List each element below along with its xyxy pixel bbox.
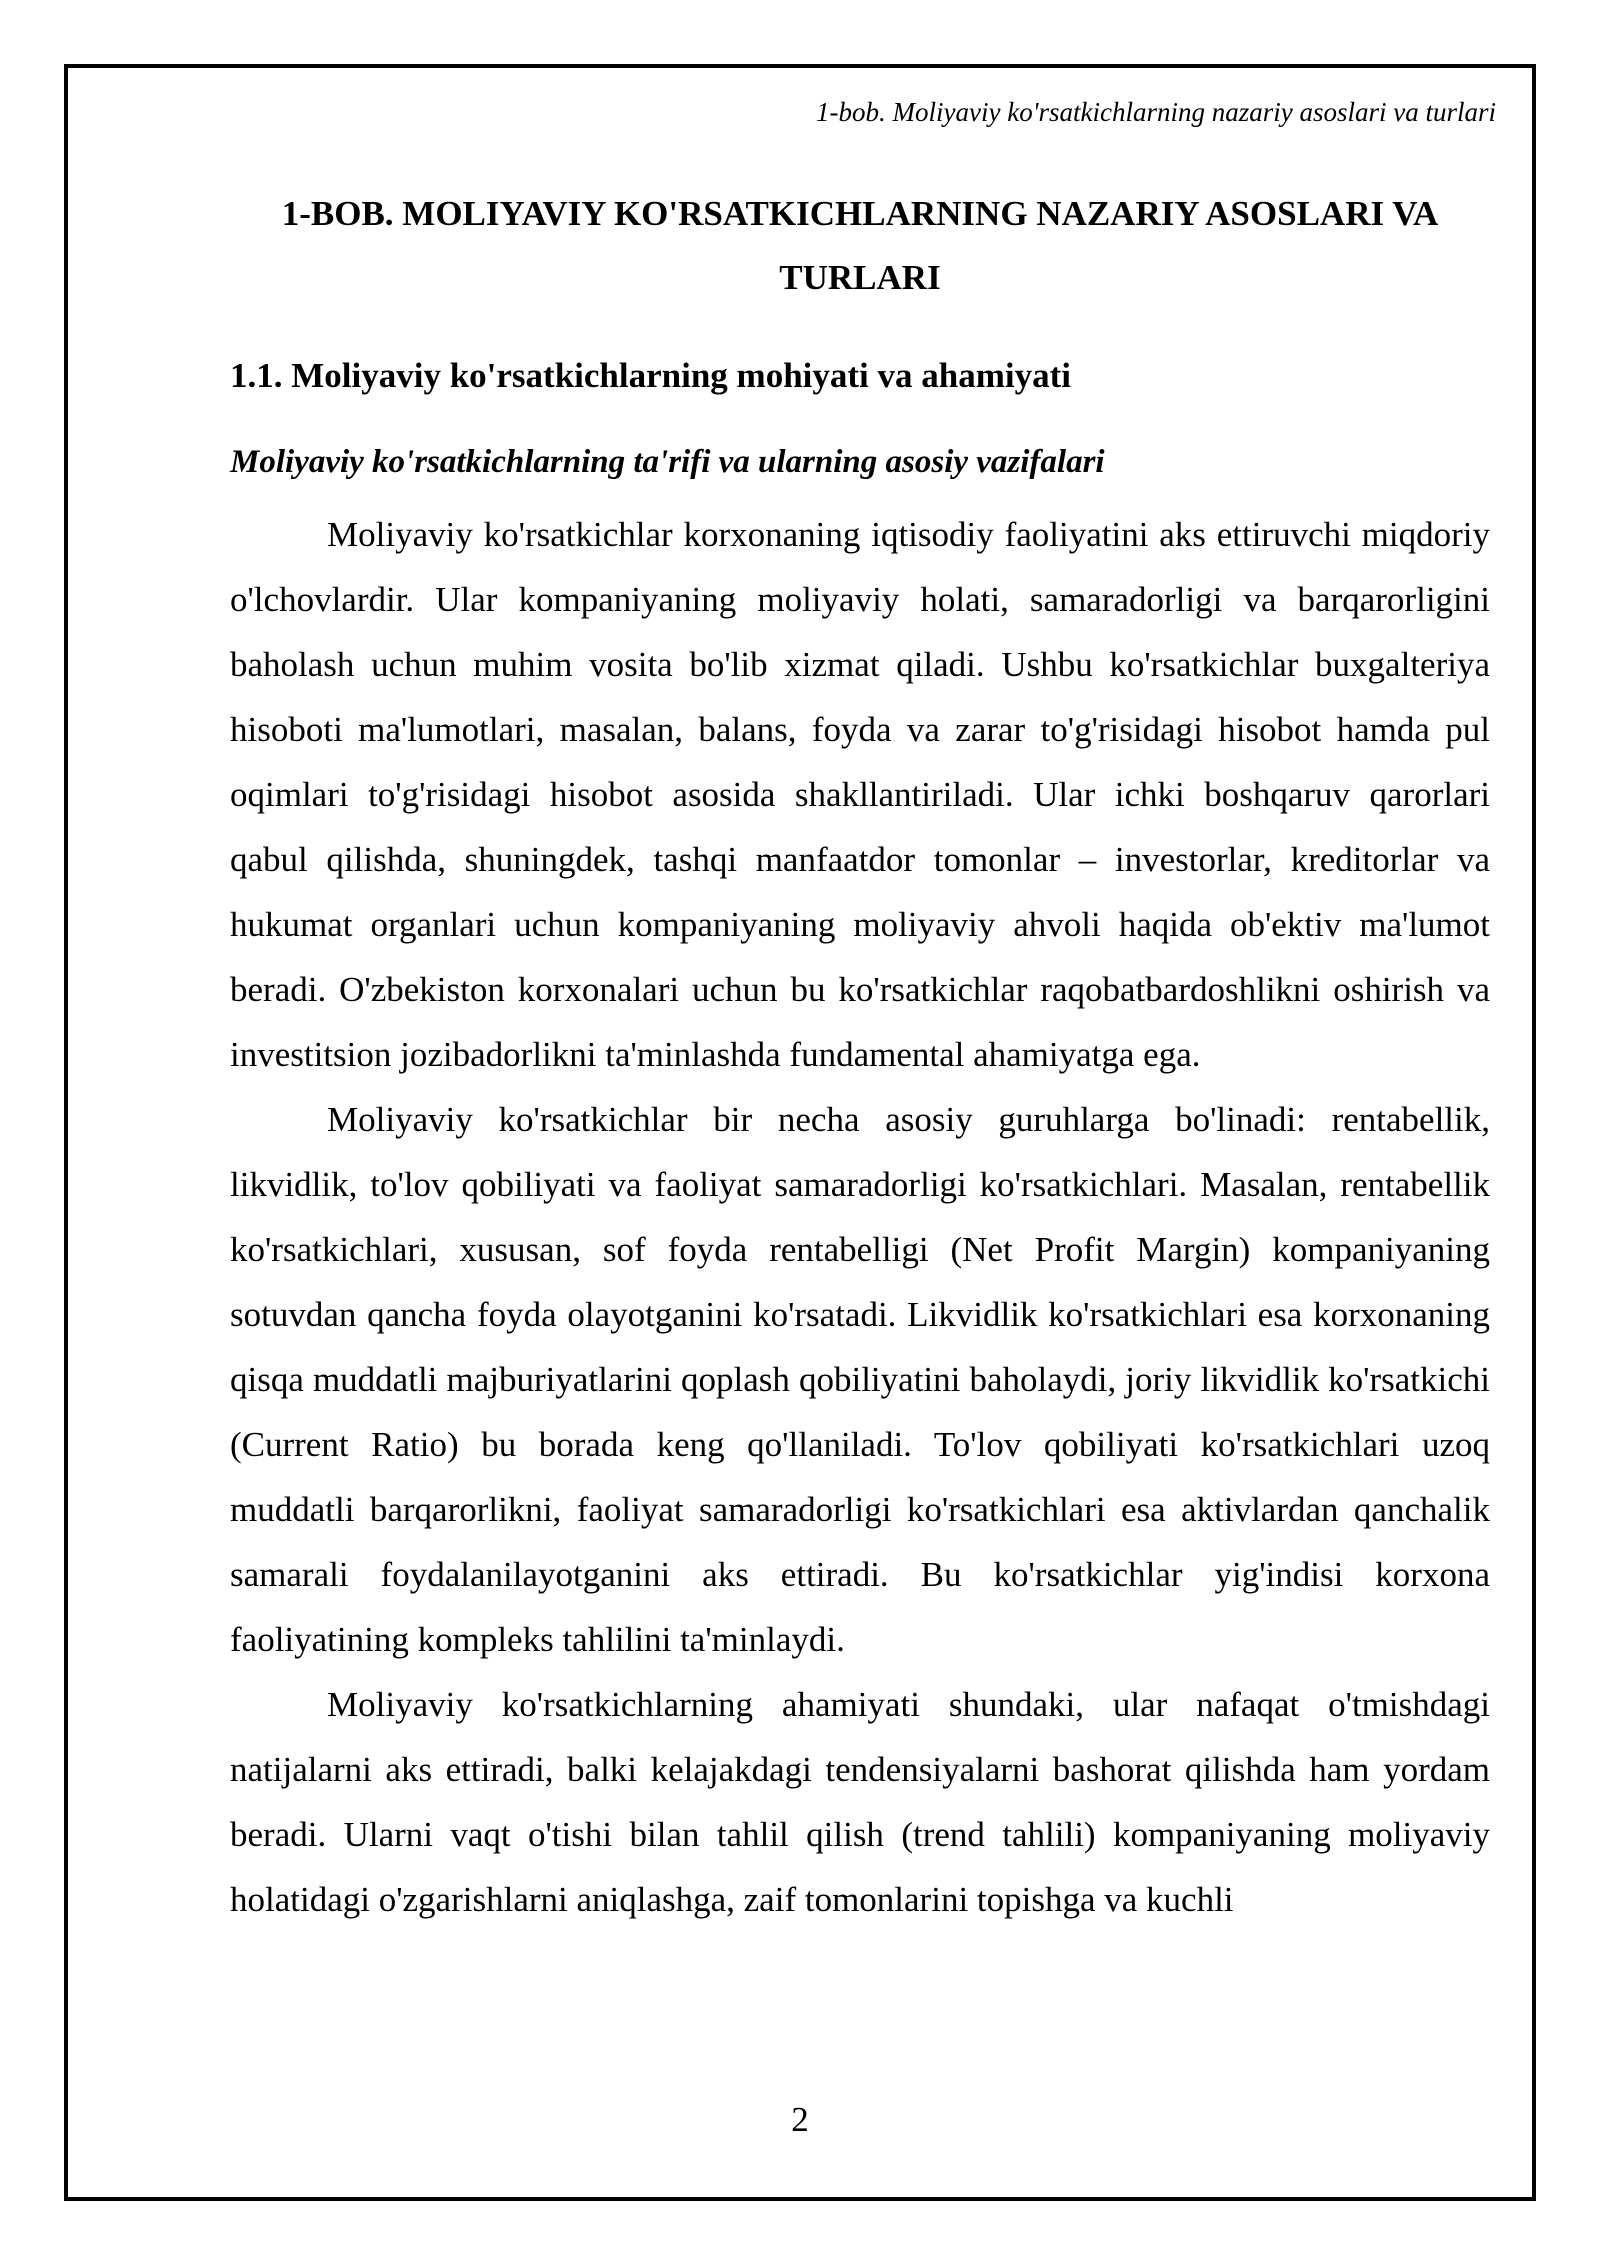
body-paragraph: Moliyaviy ko'rsatkichlar bir necha asosiy guruhlarga bo'linadi: rentabellik, likvidlik, to'lov qobiliyati va faoliyat samaradorligi ko'rsatkichlari. Masalan, rentabellik ko'rsatkichlari, xususan, sof foyda rentabelligi (Net Profit Margin) kompaniyaning sotuvdan qancha foyda olayotganini ko'rsatadi. Likvidlik ko'rsatkichlari esa korxonaning qisqa muddatli majburiyatlarini qoplash qobiliyatini baholaydi, joriy likvidlik ko'rsatkichi (Current Ratio) bu borada keng qo'llaniladi. To'lov qobiliyati ko'rsatkichlari uzoq muddatli barqarorlikni, faoliyat samaradorligi ko'rsatkichlari esa aktivlardan qanchalik samarali foydalanilayotganini aks ettiradi. Bu ko'rsatkichlar yig'indisi korxona faoliyatining kompleks tahlilini ta'minlaydi. xyxy=(230,1100,1490,1659)
subsection-title: Moliyaviy ko'rsatkichlarning ta'rifi va ularning asosiy vazifalari xyxy=(230,444,1105,480)
body-paragraph: Moliyaviy ko'rsatkichlarning ahamiyati shundaki, ular nafaqat o'tmishdagi natijalarni aks ettiradi, balki kelajakdagi tendensiyalarni bashorat qilishda ham yordam beradi. Ularni vaqt o'tishi bilan tahlil qilish (trend tahlili) kompaniyaning moliyaviy holatidagi o'zgarishlarni aniqlashga, zaif tomonlarini topishga va kuchli xyxy=(230,1685,1490,1919)
page-number: 2 xyxy=(791,2100,809,2139)
page-content xyxy=(230,182,1490,1932)
body-paragraph: Moliyaviy ko'rsatkichlar korxonaning iqtisodiy faoliyatini aks ettiruvchi miqdoriy o'lchovlardir. Ular kompaniyaning moliyaviy holati, samaradorligi va barqarorligini baholash uchun muhim vosita bo'lib xizmat qiladi. Ushbu ko'rsatkichlar buxgalteriya hisoboti ma'lumotlari, masalan, balans, foyda va zarar to'g'risidagi hisobot hamda pul oqimlari to'g'risidagi hisobot asosida shakllantiriladi. Ular ichki boshqaruv qarorlari qabul qilishda, shuningdek, tashqi manfaatdor tomonlar – investorlar, kreditorlar va hukumat organlari uchun kompaniyaning moliyaviy ahvoli haqida ob'ektiv ma'lumot beradi. O'zbekiston korxonalari uchun bu ko'rsatkichlar raqobatbardoshlikni oshirish va investitsion jozibadorlikni ta'minlashda fundamental ahamiyatga ega. xyxy=(230,515,1490,1074)
running-header: 1-bob. Moliyaviy ko'rsatkichlarning nazariy asoslari va turlari xyxy=(816,97,1496,127)
section-title: 1.1. Moliyaviy ko'rsatkichlarning mohiyati va ahamiyati xyxy=(230,356,1072,395)
chapter-title: 1-BOB. MOLIYAVIY KO'RSATKICHLARNING NAZARIY ASOSLARI VA TURLARI xyxy=(281,194,1439,297)
